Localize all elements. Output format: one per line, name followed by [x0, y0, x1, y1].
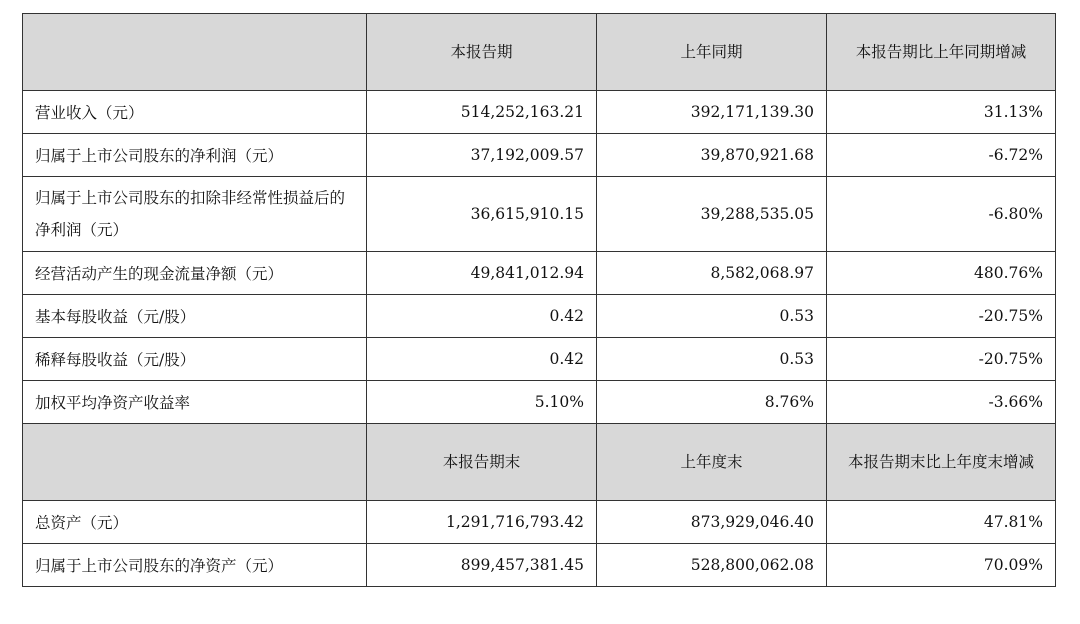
row-label: 经营活动产生的现金流量净额（元）: [23, 252, 367, 295]
value-current: 0.42: [367, 338, 597, 381]
value-current: 49,841,012.94: [367, 252, 597, 295]
row-label: 基本每股收益（元/股）: [23, 295, 367, 338]
row-label: 归属于上市公司股东的净利润（元）: [23, 134, 367, 177]
value-change: 47.81%: [827, 501, 1056, 544]
header-change-period-end: 本报告期末比上年度末增减: [827, 424, 1056, 501]
value-prior: 392,171,139.30: [597, 91, 827, 134]
value-current: 36,615,910.15: [367, 177, 597, 252]
financial-summary-table: [22, 13, 1056, 587]
header-cell-blank: [23, 424, 367, 501]
table-row: [23, 252, 1056, 295]
table-row: [23, 295, 1056, 338]
table-subheader-row: [23, 424, 1056, 501]
header-current-period: 本报告期: [367, 14, 597, 91]
value-current: 0.42: [367, 295, 597, 338]
table-row: [23, 381, 1056, 424]
value-change: 70.09%: [827, 544, 1056, 587]
value-change: 31.13%: [827, 91, 1056, 134]
value-current: 1,291,716,793.42: [367, 501, 597, 544]
value-change: -20.75%: [827, 295, 1056, 338]
row-label: 总资产（元）: [23, 501, 367, 544]
value-change: -6.72%: [827, 134, 1056, 177]
table-header-row: [23, 14, 1056, 91]
value-current: 37,192,009.57: [367, 134, 597, 177]
row-label: 归属于上市公司股东的净资产（元）: [23, 544, 367, 587]
value-change: -6.80%: [827, 177, 1056, 252]
value-prior: 8,582,068.97: [597, 252, 827, 295]
table-row: [23, 91, 1056, 134]
value-prior: 8.76%: [597, 381, 827, 424]
row-label: 加权平均净资产收益率: [23, 381, 367, 424]
value-prior: 528,800,062.08: [597, 544, 827, 587]
table-row: [23, 501, 1056, 544]
row-label: 营业收入（元）: [23, 91, 367, 134]
row-label: 归属于上市公司股东的扣除非经常性损益后的净利润（元）: [23, 177, 367, 252]
header-change: 本报告期比上年同期增减: [827, 14, 1056, 91]
value-prior: 0.53: [597, 295, 827, 338]
value-current: 514,252,163.21: [367, 91, 597, 134]
value-current: 899,457,381.45: [367, 544, 597, 587]
table-row: [23, 338, 1056, 381]
value-change: 480.76%: [827, 252, 1056, 295]
header-cell-blank: [23, 14, 367, 91]
value-prior: 39,288,535.05: [597, 177, 827, 252]
header-prior-period: 上年同期: [597, 14, 827, 91]
header-period-end: 本报告期末: [367, 424, 597, 501]
value-current: 5.10%: [367, 381, 597, 424]
row-label: 稀释每股收益（元/股）: [23, 338, 367, 381]
table-row: [23, 544, 1056, 587]
value-prior: 0.53: [597, 338, 827, 381]
value-prior: 873,929,046.40: [597, 501, 827, 544]
value-prior: 39,870,921.68: [597, 134, 827, 177]
table-row: [23, 177, 1056, 252]
value-change: -20.75%: [827, 338, 1056, 381]
table-row: [23, 134, 1056, 177]
header-prior-year-end: 上年度末: [597, 424, 827, 501]
value-change: -3.66%: [827, 381, 1056, 424]
